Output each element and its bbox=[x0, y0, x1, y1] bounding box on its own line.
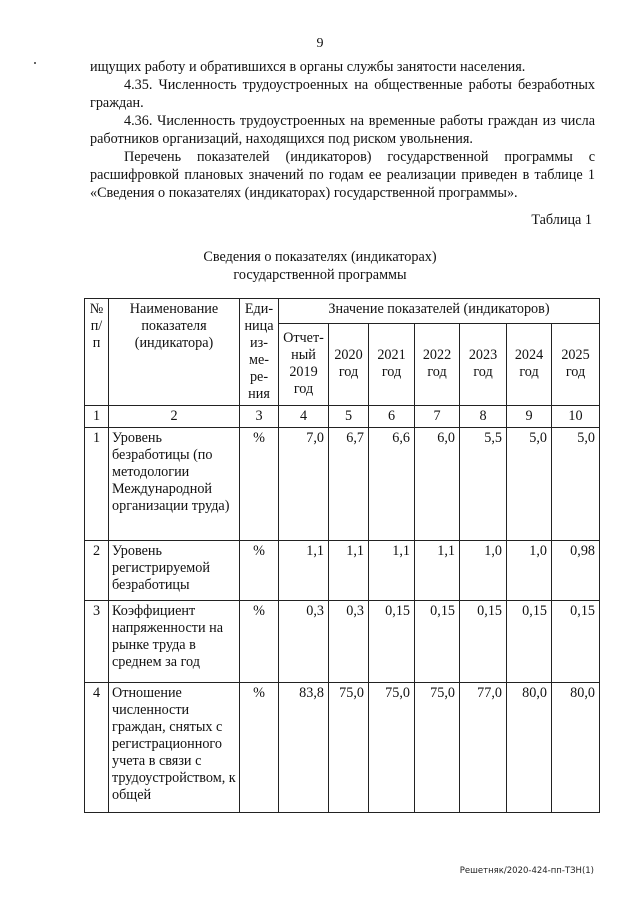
header-year: 2024 год bbox=[507, 323, 552, 405]
header-name: Наименование показателя (индикатора) bbox=[109, 299, 240, 406]
indicator-value: 5,0 bbox=[507, 428, 552, 541]
row-num: 4 bbox=[85, 683, 109, 813]
table-title-line: Сведения о показателях (индикаторах) bbox=[203, 249, 437, 265]
table-row bbox=[85, 428, 600, 541]
indicator-value: 1,0 bbox=[507, 541, 552, 601]
indicator-value: 0,15 bbox=[460, 601, 507, 683]
header-year: 2022 год bbox=[415, 323, 460, 405]
indicator-name: Отношение численности граждан, снятых с регистрационного учета в связи с трудоустройством, к общей bbox=[109, 683, 240, 813]
indicator-value: 75,0 bbox=[369, 683, 415, 813]
indicator-value: 0,3 bbox=[279, 601, 329, 683]
indicators-table bbox=[84, 298, 600, 813]
indicator-value: 1,1 bbox=[329, 541, 369, 601]
indicator-name: Уровень безработицы (по методологии Международной организации труда) bbox=[109, 428, 240, 541]
indicator-value: 0,15 bbox=[507, 601, 552, 683]
indicator-value: 1,1 bbox=[369, 541, 415, 601]
paragraph: 4.35. Численность трудоустроенных на общественные работы безработных граждан. bbox=[90, 77, 595, 111]
table-label: Таблица 1 bbox=[531, 212, 592, 228]
page-number: 9 bbox=[316, 36, 324, 51]
indicator-value: 0,15 bbox=[415, 601, 460, 683]
indicator-value: 80,0 bbox=[552, 683, 600, 813]
table-row bbox=[85, 541, 600, 601]
indicator-value: 0,15 bbox=[552, 601, 600, 683]
scan-speck bbox=[34, 62, 36, 64]
header-year: 2021 год bbox=[369, 323, 415, 405]
indicator-value: 1,1 bbox=[279, 541, 329, 601]
indicator-unit: % bbox=[240, 428, 279, 541]
table-title-line: государственной программы bbox=[233, 267, 407, 283]
header-year: 2020 год bbox=[329, 323, 369, 405]
indicator-value: 77,0 bbox=[460, 683, 507, 813]
indicator-value: 7,0 bbox=[279, 428, 329, 541]
paragraph: 4.36. Численность трудоустроенных на временные работы граждан из числа работников организаций, находящихся под риском увольнения. bbox=[90, 113, 595, 147]
column-index: 8 bbox=[460, 406, 507, 428]
header-unit: Еди-ница из-ме-ре-ния bbox=[240, 299, 279, 406]
column-index: 1 bbox=[85, 406, 109, 428]
indicator-unit: % bbox=[240, 601, 279, 683]
indicator-value: 6,6 bbox=[369, 428, 415, 541]
indicator-value: 75,0 bbox=[329, 683, 369, 813]
indicator-unit: % bbox=[240, 683, 279, 813]
table-row bbox=[85, 601, 600, 683]
indicator-value: 6,0 bbox=[415, 428, 460, 541]
indicator-value: 5,0 bbox=[552, 428, 600, 541]
paragraph: ищущих работу и обратившихся в органы службы занятости населения. bbox=[90, 59, 526, 75]
column-index: 2 bbox=[109, 406, 240, 428]
header-year: Отчет-ный 2019 год bbox=[279, 323, 329, 405]
row-num: 3 bbox=[85, 601, 109, 683]
indicator-value: 80,0 bbox=[507, 683, 552, 813]
indicator-value: 6,7 bbox=[329, 428, 369, 541]
table-title bbox=[0, 248, 640, 284]
indicator-value: 5,5 bbox=[460, 428, 507, 541]
table-header-row bbox=[85, 299, 600, 324]
column-index-row bbox=[85, 406, 600, 428]
indicator-value: 75,0 bbox=[415, 683, 460, 813]
column-index: 10 bbox=[552, 406, 600, 428]
column-index: 5 bbox=[329, 406, 369, 428]
column-index: 9 bbox=[507, 406, 552, 428]
column-index: 4 bbox=[279, 406, 329, 428]
header-num: № п/п bbox=[85, 299, 109, 406]
indicator-name: Коэффициент напряженности на рынке труда в среднем за год bbox=[109, 601, 240, 683]
paragraph: Перечень показателей (индикаторов) государственной программы с расшифровкой плановых значений по годам ее реализации приведен в таблице 1 «Сведения о показателях (индикаторах) государственной программы». bbox=[90, 149, 595, 201]
table-row bbox=[85, 683, 600, 813]
header-year: 2025 год bbox=[552, 323, 600, 405]
indicator-value: 1,0 bbox=[460, 541, 507, 601]
header-values-group: Значение показателей (индикаторов) bbox=[279, 299, 600, 324]
indicator-unit: % bbox=[240, 541, 279, 601]
row-num: 1 bbox=[85, 428, 109, 541]
body-text bbox=[90, 58, 595, 202]
row-num: 2 bbox=[85, 541, 109, 601]
indicator-value: 1,1 bbox=[415, 541, 460, 601]
column-index: 7 bbox=[415, 406, 460, 428]
footer-document-code: Решетняк/2020-424-пп-ТЗН(1) bbox=[459, 866, 594, 876]
column-index: 6 bbox=[369, 406, 415, 428]
indicator-value: 0,15 bbox=[369, 601, 415, 683]
indicator-value: 0,98 bbox=[552, 541, 600, 601]
header-year: 2023 год bbox=[460, 323, 507, 405]
column-index: 3 bbox=[240, 406, 279, 428]
indicator-name: Уровень регистрируемой безработицы bbox=[109, 541, 240, 601]
indicator-value: 0,3 bbox=[329, 601, 369, 683]
indicator-value: 83,8 bbox=[279, 683, 329, 813]
